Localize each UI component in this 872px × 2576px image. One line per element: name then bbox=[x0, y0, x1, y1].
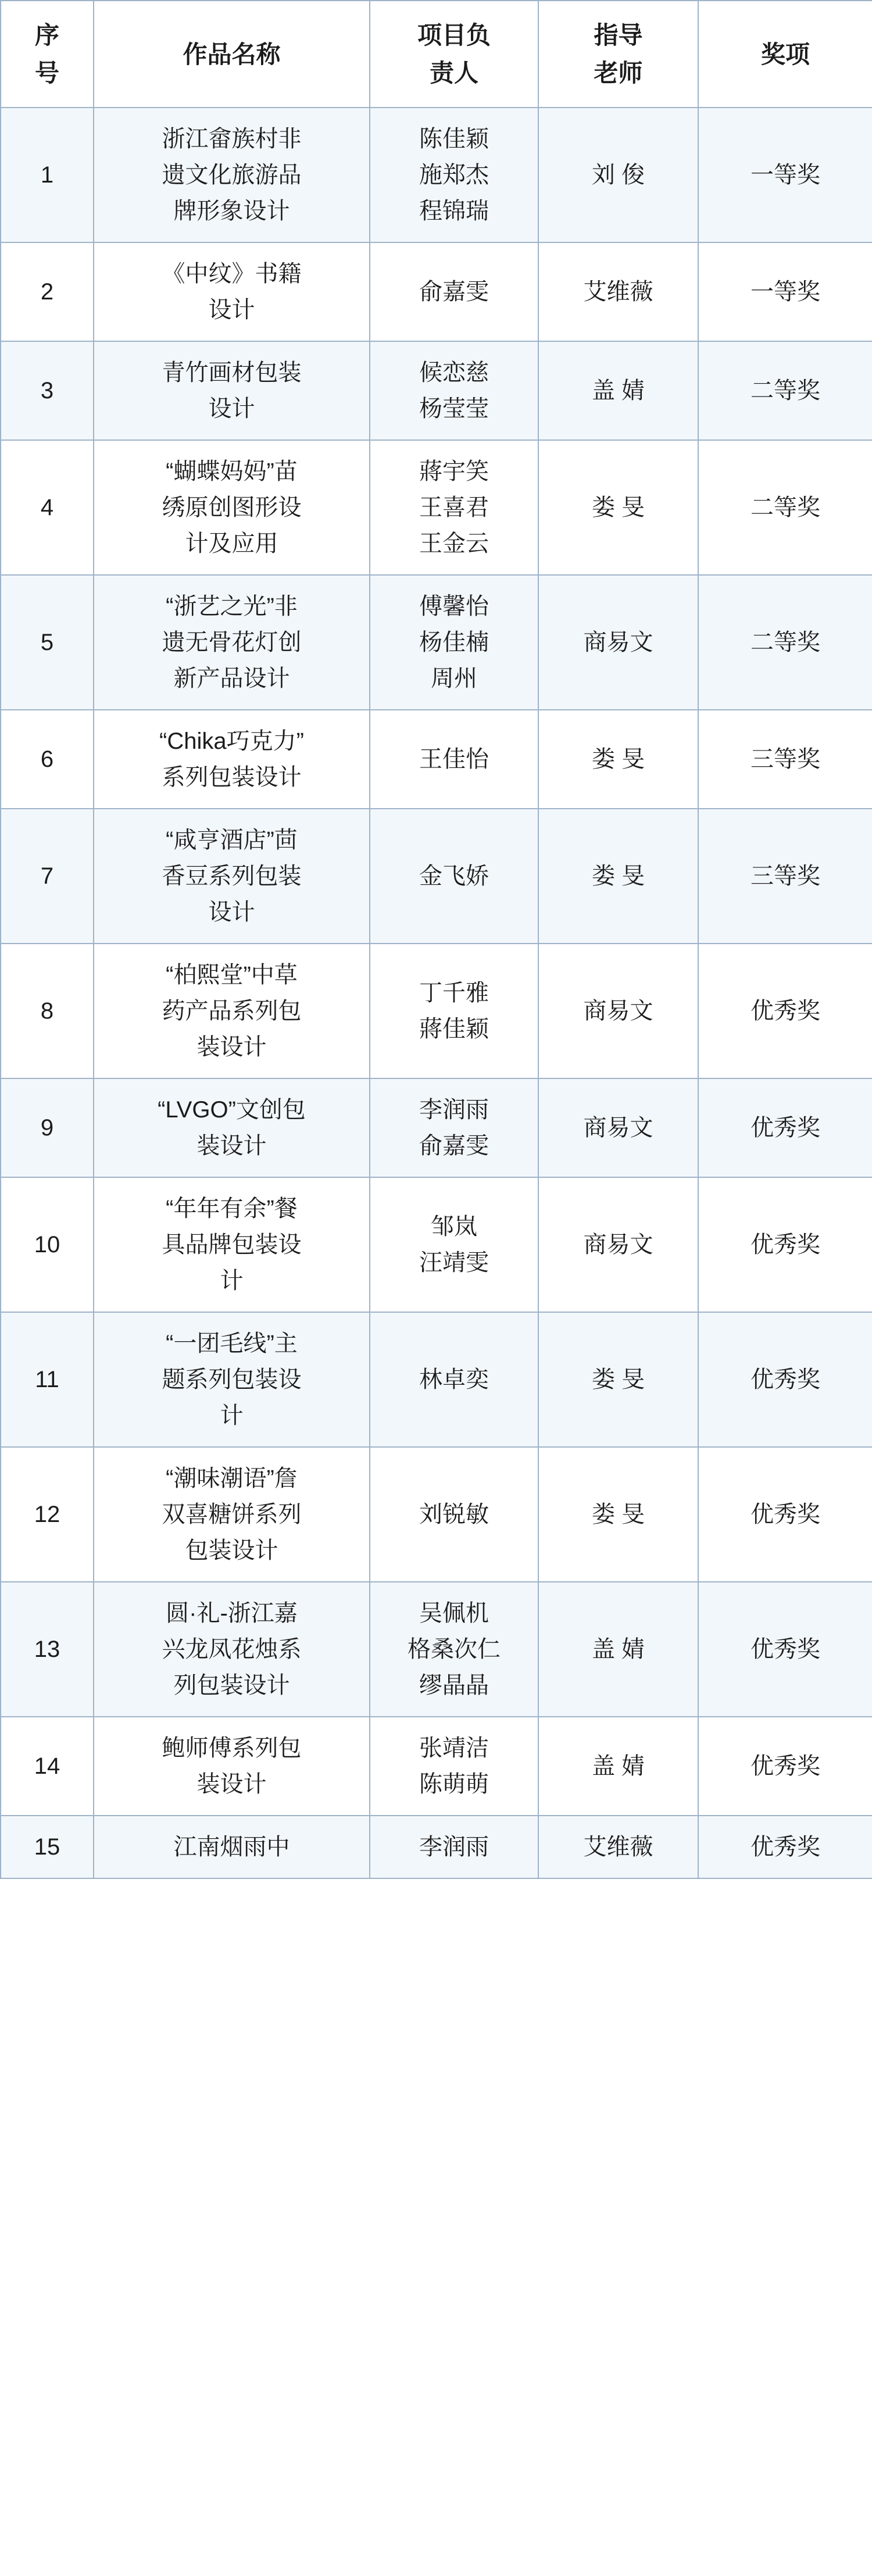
header-line: 序 bbox=[34, 22, 59, 49]
cell-project-leader bbox=[370, 1447, 538, 1582]
cell-award bbox=[698, 1816, 872, 1878]
row-index-value: 4 bbox=[40, 495, 54, 521]
cell-work-title bbox=[94, 1447, 370, 1582]
advisor-lines bbox=[547, 1748, 689, 1784]
advisor-lines bbox=[547, 373, 689, 409]
project-leader-lines bbox=[378, 355, 530, 427]
work-title-line: 具品牌包装设 bbox=[162, 1232, 302, 1258]
column-header-advisor bbox=[538, 1, 698, 108]
cell-award bbox=[698, 341, 872, 440]
project-leader-name: 李润雨 bbox=[419, 1097, 489, 1123]
cell-advisor bbox=[538, 809, 698, 944]
cell-index bbox=[1, 710, 94, 809]
cell-work-title bbox=[94, 1582, 370, 1717]
cell-project-leader bbox=[370, 242, 538, 341]
work-title-line: 浙江畲族村非 bbox=[162, 126, 302, 152]
cell-project-leader bbox=[370, 1816, 538, 1878]
cell-work-title bbox=[94, 1177, 370, 1312]
cell-award bbox=[698, 242, 872, 341]
cell-award bbox=[698, 1312, 872, 1447]
project-leader-name: 俞嘉雯 bbox=[419, 279, 489, 305]
cell-project-leader bbox=[370, 1078, 538, 1177]
cell-index bbox=[1, 1816, 94, 1878]
cell-advisor bbox=[538, 944, 698, 1078]
table-row bbox=[1, 1582, 872, 1717]
table-row bbox=[1, 944, 872, 1078]
header-lines-project-leader bbox=[378, 16, 530, 92]
cell-index bbox=[1, 1717, 94, 1816]
cell-work-title bbox=[94, 108, 370, 242]
project-leader-lines bbox=[378, 1496, 530, 1532]
advisor-name: 娄 旻 bbox=[591, 495, 645, 521]
work-title-lines bbox=[102, 822, 361, 930]
work-title-lines bbox=[102, 588, 361, 696]
cell-work-title bbox=[94, 1717, 370, 1816]
project-leader-name: 候恋慈 bbox=[419, 360, 489, 386]
column-header-project-leader bbox=[370, 1, 538, 108]
advisor-lines bbox=[547, 624, 689, 660]
project-leader-name: 格桑次仁 bbox=[408, 1637, 501, 1663]
row-index-value: 5 bbox=[40, 630, 54, 656]
row-index-value: 8 bbox=[40, 998, 54, 1024]
header-line: 项目负 bbox=[417, 22, 491, 49]
advisor-name: 娄 旻 bbox=[591, 1502, 645, 1528]
cell-index bbox=[1, 341, 94, 440]
project-leader-name: 丁千雅 bbox=[419, 980, 489, 1006]
cell-index bbox=[1, 575, 94, 710]
project-leader-name: 汪靖雯 bbox=[419, 1250, 489, 1276]
row-index-value: 3 bbox=[40, 378, 54, 404]
work-title-line: 包装设计 bbox=[185, 1538, 278, 1564]
row-index-value: 6 bbox=[40, 746, 54, 773]
work-title-lines bbox=[102, 1092, 361, 1164]
advisor-name: 盖 婧 bbox=[591, 1637, 645, 1663]
project-leader-lines bbox=[378, 588, 530, 696]
advisor-name: 商易文 bbox=[583, 998, 653, 1024]
table-row bbox=[1, 108, 872, 242]
cell-award bbox=[698, 108, 872, 242]
cell-project-leader bbox=[370, 710, 538, 809]
table-body bbox=[1, 108, 872, 1878]
work-title-lines bbox=[102, 1730, 361, 1802]
cell-award bbox=[698, 440, 872, 575]
work-title-line: 计 bbox=[220, 1403, 244, 1429]
work-title-line: 设计 bbox=[208, 297, 255, 323]
cell-project-leader bbox=[370, 944, 538, 1078]
work-title-lines bbox=[102, 256, 361, 328]
work-title-line: 设计 bbox=[208, 396, 255, 422]
work-title-line: 双喜糖饼系列 bbox=[162, 1502, 302, 1528]
cell-project-leader bbox=[370, 1582, 538, 1717]
cell-work-title bbox=[94, 575, 370, 710]
work-title-line: 香豆系列包装 bbox=[162, 863, 302, 889]
work-title-line: 《中纹》书籍 bbox=[162, 261, 302, 287]
project-leader-name: 陈萌萌 bbox=[419, 1771, 489, 1798]
cell-index bbox=[1, 1582, 94, 1717]
project-leader-lines bbox=[378, 1362, 530, 1398]
table-row bbox=[1, 1177, 872, 1312]
row-index-value: 9 bbox=[40, 1115, 54, 1141]
project-leader-name: 王喜君 bbox=[419, 495, 489, 521]
advisor-name: 商易文 bbox=[583, 630, 653, 656]
advisor-lines bbox=[547, 1227, 689, 1263]
advisor-name: 盖 婧 bbox=[591, 378, 645, 404]
row-index-value: 14 bbox=[34, 1753, 60, 1780]
header-line: 号 bbox=[34, 59, 59, 87]
award-value: 二等奖 bbox=[751, 495, 820, 521]
table-row bbox=[1, 809, 872, 944]
row-index-value: 7 bbox=[40, 863, 54, 889]
project-leader-name: 刘锐敏 bbox=[419, 1502, 489, 1528]
project-leader-name: 邹岚 bbox=[431, 1214, 477, 1240]
project-leader-lines bbox=[378, 274, 530, 310]
advisor-name: 商易文 bbox=[583, 1115, 653, 1141]
work-title-line: 青竹画材包装 bbox=[162, 360, 302, 386]
cell-work-title bbox=[94, 809, 370, 944]
work-title-line: “咸亨酒店”茴 bbox=[166, 827, 298, 853]
cell-index bbox=[1, 944, 94, 1078]
cell-index bbox=[1, 1177, 94, 1312]
header-line: 作品名称 bbox=[183, 40, 281, 68]
cell-advisor bbox=[538, 1717, 698, 1816]
cell-award bbox=[698, 710, 872, 809]
column-header-award bbox=[698, 1, 872, 108]
work-title-line: 题系列包装设 bbox=[162, 1367, 302, 1393]
cell-work-title bbox=[94, 341, 370, 440]
cell-work-title bbox=[94, 944, 370, 1078]
advisor-name: 娄 旻 bbox=[591, 1367, 645, 1393]
cell-advisor bbox=[538, 1816, 698, 1878]
cell-advisor bbox=[538, 440, 698, 575]
table-row bbox=[1, 575, 872, 710]
cell-award bbox=[698, 1447, 872, 1582]
advisor-lines bbox=[547, 1362, 689, 1398]
advisor-lines bbox=[547, 993, 689, 1029]
advisor-name: 商易文 bbox=[583, 1232, 653, 1258]
advisor-name: 艾维薇 bbox=[583, 1834, 653, 1860]
cell-advisor bbox=[538, 1447, 698, 1582]
award-value: 优秀奖 bbox=[751, 998, 820, 1024]
advisor-lines bbox=[547, 1829, 689, 1865]
cell-award bbox=[698, 1078, 872, 1177]
cell-work-title bbox=[94, 1816, 370, 1878]
advisor-lines bbox=[547, 157, 689, 193]
cell-award bbox=[698, 1177, 872, 1312]
cell-project-leader bbox=[370, 440, 538, 575]
cell-award bbox=[698, 1717, 872, 1816]
project-leader-name: 林卓奕 bbox=[419, 1367, 489, 1393]
work-title-line: 装设计 bbox=[196, 1133, 267, 1159]
advisor-lines bbox=[547, 741, 689, 777]
row-index-value: 1 bbox=[40, 162, 54, 188]
award-value: 优秀奖 bbox=[751, 1232, 820, 1258]
cell-index bbox=[1, 108, 94, 242]
cell-work-title bbox=[94, 242, 370, 341]
work-title-line: “一团毛线”主 bbox=[166, 1331, 298, 1357]
project-leader-name: 李润雨 bbox=[419, 1834, 489, 1860]
cell-award bbox=[698, 944, 872, 1078]
cell-advisor bbox=[538, 1312, 698, 1447]
award-value: 一等奖 bbox=[751, 279, 820, 305]
cell-project-leader bbox=[370, 1177, 538, 1312]
work-title-line: “Chika巧克力” bbox=[159, 728, 304, 755]
header-line: 指导 bbox=[594, 22, 643, 49]
cell-work-title bbox=[94, 1312, 370, 1447]
project-leader-name: 程锦瑞 bbox=[419, 198, 489, 224]
cell-work-title bbox=[94, 440, 370, 575]
advisor-lines bbox=[547, 1631, 689, 1667]
project-leader-name: 蔣宇笑 bbox=[419, 459, 489, 485]
advisor-name: 艾维薇 bbox=[583, 279, 653, 305]
work-title-line: 设计 bbox=[208, 899, 255, 926]
work-title-lines bbox=[102, 121, 361, 229]
work-title-lines bbox=[102, 1595, 361, 1703]
cell-award bbox=[698, 575, 872, 710]
table-row bbox=[1, 341, 872, 440]
project-leader-lines bbox=[378, 1209, 530, 1281]
work-title-line: 列包装设计 bbox=[173, 1673, 290, 1699]
work-title-lines bbox=[102, 1191, 361, 1299]
award-value: 优秀奖 bbox=[751, 1637, 820, 1663]
row-index-value: 2 bbox=[40, 279, 54, 305]
header-line: 责人 bbox=[429, 59, 478, 87]
advisor-name: 娄 旻 bbox=[591, 746, 645, 773]
project-leader-name: 傅馨怡 bbox=[419, 594, 489, 620]
project-leader-lines bbox=[378, 1829, 530, 1865]
advisor-lines bbox=[547, 1110, 689, 1146]
cell-work-title bbox=[94, 1078, 370, 1177]
table-row bbox=[1, 1816, 872, 1878]
advisor-lines bbox=[547, 490, 689, 526]
project-leader-name: 俞嘉雯 bbox=[419, 1133, 489, 1159]
award-value: 优秀奖 bbox=[751, 1502, 820, 1528]
cell-advisor bbox=[538, 341, 698, 440]
work-title-lines bbox=[102, 957, 361, 1065]
project-leader-name: 杨莹莹 bbox=[419, 396, 489, 422]
award-value: 优秀奖 bbox=[751, 1753, 820, 1780]
cell-work-title bbox=[94, 710, 370, 809]
project-leader-name: 吴佩机 bbox=[419, 1600, 489, 1627]
table-header-row bbox=[1, 1, 872, 108]
cell-advisor bbox=[538, 1177, 698, 1312]
award-value: 三等奖 bbox=[751, 863, 820, 889]
table-row bbox=[1, 1078, 872, 1177]
work-title-line: 遗文化旅游品 bbox=[162, 162, 302, 188]
work-title-line: 新产品设计 bbox=[173, 666, 290, 692]
work-title-lines bbox=[102, 453, 361, 562]
column-header-work-title bbox=[94, 1, 370, 108]
row-index-value: 12 bbox=[34, 1502, 60, 1528]
table-header bbox=[1, 1, 872, 108]
cell-project-leader bbox=[370, 1312, 538, 1447]
table-row bbox=[1, 242, 872, 341]
work-title-line: “LVGO”文创包 bbox=[158, 1097, 306, 1123]
work-title-line: 系列包装设计 bbox=[162, 764, 302, 791]
cell-project-leader bbox=[370, 809, 538, 944]
cell-index bbox=[1, 440, 94, 575]
work-title-line: 装设计 bbox=[196, 1034, 267, 1060]
project-leader-name: 蔣佳颖 bbox=[419, 1016, 489, 1042]
cell-index bbox=[1, 242, 94, 341]
cell-advisor bbox=[538, 575, 698, 710]
work-title-line: 计 bbox=[220, 1268, 244, 1294]
project-leader-name: 王金云 bbox=[419, 531, 489, 557]
cell-index bbox=[1, 1447, 94, 1582]
award-value: 优秀奖 bbox=[751, 1834, 820, 1860]
work-title-lines bbox=[102, 1325, 361, 1434]
row-index-value: 10 bbox=[34, 1232, 60, 1258]
cell-index bbox=[1, 809, 94, 944]
cell-project-leader bbox=[370, 341, 538, 440]
project-leader-name: 周州 bbox=[431, 666, 477, 692]
project-leader-lines bbox=[378, 1595, 530, 1703]
table-row bbox=[1, 1312, 872, 1447]
row-index-value: 13 bbox=[34, 1637, 60, 1663]
project-leader-name: 杨佳楠 bbox=[419, 630, 489, 656]
header-lines-work-title bbox=[102, 35, 361, 73]
cell-award bbox=[698, 809, 872, 944]
award-value: 优秀奖 bbox=[751, 1115, 820, 1141]
work-title-line: 牌形象设计 bbox=[173, 198, 290, 224]
work-title-line: “潮味潮语”詹 bbox=[166, 1466, 298, 1492]
advisor-name: 娄 旻 bbox=[591, 863, 645, 889]
project-leader-name: 施郑杰 bbox=[419, 162, 489, 188]
advisor-lines bbox=[547, 1496, 689, 1532]
project-leader-name: 金飞娇 bbox=[419, 863, 489, 889]
project-leader-lines bbox=[378, 975, 530, 1047]
cell-advisor bbox=[538, 242, 698, 341]
work-title-line: 计及应用 bbox=[185, 531, 278, 557]
table-row bbox=[1, 1447, 872, 1582]
work-title-line: 江南烟雨中 bbox=[173, 1834, 290, 1860]
advisor-name: 盖 婧 bbox=[591, 1753, 645, 1780]
advisor-lines bbox=[547, 274, 689, 310]
project-leader-lines bbox=[378, 1092, 530, 1164]
advisor-name: 刘 俊 bbox=[591, 162, 645, 188]
project-leader-lines bbox=[378, 453, 530, 562]
work-title-line: 装设计 bbox=[196, 1771, 267, 1798]
header-line: 奖项 bbox=[760, 40, 810, 68]
project-leader-lines bbox=[378, 741, 530, 777]
header-lines-award bbox=[707, 35, 864, 73]
work-title-lines bbox=[102, 1460, 361, 1569]
cell-index bbox=[1, 1078, 94, 1177]
project-leader-lines bbox=[378, 121, 530, 229]
work-title-line: 遗无骨花灯创 bbox=[162, 630, 302, 656]
work-title-line: 鲍师傅系列包 bbox=[162, 1735, 302, 1762]
award-value: 一等奖 bbox=[751, 162, 820, 188]
project-leader-lines bbox=[378, 1730, 530, 1802]
work-title-lines bbox=[102, 723, 361, 795]
header-line: 老师 bbox=[594, 59, 643, 87]
table-row bbox=[1, 440, 872, 575]
work-title-line: 兴龙凤花烛系 bbox=[162, 1637, 302, 1663]
work-title-line: 圆·礼-浙江嘉 bbox=[166, 1600, 298, 1627]
work-title-lines bbox=[102, 1829, 361, 1865]
award-value: 二等奖 bbox=[751, 378, 820, 404]
project-leader-name: 陈佳颖 bbox=[419, 126, 489, 152]
project-leader-name: 缪晶晶 bbox=[419, 1673, 489, 1699]
table-row bbox=[1, 710, 872, 809]
cell-project-leader bbox=[370, 1717, 538, 1816]
header-lines-advisor bbox=[547, 16, 689, 92]
table-row bbox=[1, 1717, 872, 1816]
cell-advisor bbox=[538, 1582, 698, 1717]
cell-index bbox=[1, 1312, 94, 1447]
cell-advisor bbox=[538, 108, 698, 242]
project-leader-name: 王佳怡 bbox=[419, 746, 489, 773]
work-title-line: 药产品系列包 bbox=[162, 998, 302, 1024]
row-index-value: 11 bbox=[35, 1367, 59, 1393]
project-leader-name: 张靖洁 bbox=[419, 1735, 489, 1762]
cell-advisor bbox=[538, 710, 698, 809]
award-value: 优秀奖 bbox=[751, 1367, 820, 1393]
work-title-line: “蝴蝶妈妈”苗 bbox=[166, 459, 298, 485]
cell-award bbox=[698, 1582, 872, 1717]
project-leader-lines bbox=[378, 858, 530, 894]
award-value: 二等奖 bbox=[751, 630, 820, 656]
header-lines-index bbox=[9, 16, 85, 92]
work-title-line: “年年有余”餐 bbox=[166, 1196, 298, 1222]
cell-advisor bbox=[538, 1078, 698, 1177]
work-title-lines bbox=[102, 355, 361, 427]
cell-project-leader bbox=[370, 108, 538, 242]
work-title-line: “柏熙堂”中草 bbox=[166, 962, 298, 988]
column-header-index bbox=[1, 1, 94, 108]
work-title-line: 绣原创图形设 bbox=[162, 495, 302, 521]
cell-project-leader bbox=[370, 575, 538, 710]
work-title-line: “浙艺之光”非 bbox=[166, 594, 298, 620]
advisor-lines bbox=[547, 858, 689, 894]
award-value: 三等奖 bbox=[751, 746, 820, 773]
row-index-value: 15 bbox=[34, 1834, 60, 1860]
